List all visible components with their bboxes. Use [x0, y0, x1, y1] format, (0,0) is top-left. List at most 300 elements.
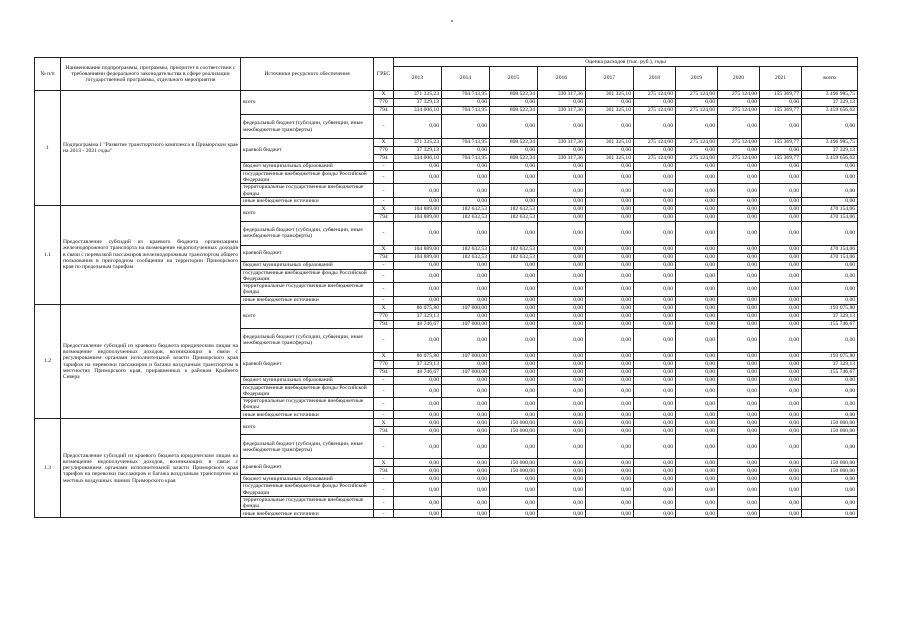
- year-value: 0,00: [634, 320, 676, 328]
- year-value: 0,00: [538, 261, 586, 269]
- table-header: [35, 58, 858, 91]
- total-value: 470 154,06: [802, 245, 858, 253]
- year-value: 0,00: [718, 253, 760, 261]
- year-value: 0,00: [718, 296, 760, 304]
- grbs-code: X: [374, 419, 394, 427]
- year-value: 0,00: [442, 475, 490, 483]
- total-value: 3 496 985,75: [802, 139, 858, 147]
- year-value: 0,00: [586, 427, 634, 435]
- year-value: 0,00: [760, 427, 802, 435]
- year-value: 0,00: [538, 427, 586, 435]
- year-value: 0,00: [760, 213, 802, 221]
- year-value: 0,00: [442, 163, 490, 171]
- year-value: 0,00: [676, 435, 718, 459]
- year-value: 0,00: [676, 205, 718, 213]
- total-value: 0,00: [802, 510, 858, 518]
- year-value: 0,00: [676, 184, 718, 197]
- year-value: 0,00: [718, 269, 760, 282]
- year-value: 0,00: [538, 320, 586, 328]
- year-value: 104 889,00: [394, 245, 442, 253]
- source-other: иные внебюджетные источники: [241, 296, 374, 304]
- measure-name: Предоставление субсидий из краевого бюджета организациям железнодорожного транспорта на возмещение недополученных доходов в связи с перевозкой пассажиров железнодорожным транспортом общего пользования в пригородном сообщении на территории Приморского края по предельным тарифам: [61, 205, 241, 304]
- year-value: 0,00: [394, 427, 442, 435]
- year-value: 0,00: [490, 328, 538, 352]
- source-state-funds: государственные внебюджетные фонды Российской Федерации: [241, 269, 374, 282]
- source-regional: краевой бюджет: [241, 459, 374, 475]
- year-value: 334 006,10: [394, 107, 442, 115]
- year-value: 0,00: [538, 419, 586, 427]
- year-value: 0,00: [760, 384, 802, 397]
- year-value: 0,00: [394, 411, 442, 419]
- year-value: 107 000,00: [442, 304, 490, 312]
- year-value: 371 335,23: [394, 139, 442, 147]
- year-value: 0,00: [586, 115, 634, 139]
- year-value: 0,00: [634, 213, 676, 221]
- total-value: 0,00: [802, 483, 858, 496]
- year-value: 275 124,00: [718, 139, 760, 147]
- year-value: 0,00: [634, 496, 676, 509]
- year-value: 0,00: [718, 360, 760, 368]
- grbs-code: X: [374, 304, 394, 312]
- year-value: 0,00: [634, 296, 676, 304]
- year-value: 0,00: [490, 510, 538, 518]
- year-value: 0,00: [538, 163, 586, 171]
- grbs-code: X: [374, 459, 394, 467]
- year-value: 0,00: [760, 368, 802, 376]
- year-value: 0,00: [676, 163, 718, 171]
- year-value: 0,00: [676, 171, 718, 184]
- year-value: 0,00: [538, 171, 586, 184]
- year-value: 0,00: [718, 352, 760, 360]
- year-value: 0,00: [586, 352, 634, 360]
- year-value: 0,00: [442, 384, 490, 397]
- year-value: 0,00: [394, 475, 442, 483]
- source-total: всего: [241, 91, 374, 115]
- source-territorial: территориальные государственные внебюджетные фонды: [241, 184, 374, 197]
- source-regional: краевой бюджет: [241, 139, 374, 163]
- year-value: 0,00: [676, 384, 718, 397]
- year-value: 330 317,36: [538, 155, 586, 163]
- year-value: 182 632,53: [490, 245, 538, 253]
- year-value: 0,00: [760, 459, 802, 467]
- year-value: 0,00: [586, 459, 634, 467]
- year-value: 0,00: [538, 269, 586, 282]
- year-value: 0,00: [586, 261, 634, 269]
- year-value: 0,00: [634, 384, 676, 397]
- year-value: 0,00: [718, 384, 760, 397]
- year-value: 0,00: [676, 411, 718, 419]
- year-value: 0,00: [538, 459, 586, 467]
- year-value: 0,00: [538, 99, 586, 107]
- grbs-code: -: [374, 376, 394, 384]
- grbs-code: X: [374, 91, 394, 99]
- year-value: 0,00: [760, 475, 802, 483]
- total-value: 193 075,80: [802, 304, 858, 312]
- source-other: иные внебюджетные источники: [241, 197, 374, 205]
- year-value: 0,00: [718, 435, 760, 459]
- source-municipal: бюджет муниципальных образований: [241, 261, 374, 269]
- year-value: 0,00: [718, 368, 760, 376]
- year-value: 0,00: [760, 419, 802, 427]
- year-value: 275 124,00: [676, 107, 718, 115]
- grbs-code: -: [374, 483, 394, 496]
- year-value: 0,00: [394, 328, 442, 352]
- year-value: 0,00: [490, 368, 538, 376]
- year-value: 0,00: [394, 376, 442, 384]
- year-value: 182 632,53: [442, 253, 490, 261]
- year-value: 0,00: [676, 496, 718, 509]
- year-value: 0,00: [760, 312, 802, 320]
- year-value: 0,00: [586, 398, 634, 411]
- year-value: 301 325,10: [586, 139, 634, 147]
- year-value: 0,00: [394, 163, 442, 171]
- year-value: 0,00: [538, 475, 586, 483]
- year-value: 0,00: [676, 99, 718, 107]
- year-value: 0,00: [394, 269, 442, 282]
- grbs-code: -: [374, 475, 394, 483]
- year-value: 182 632,53: [442, 205, 490, 213]
- year-value: 0,00: [718, 320, 760, 328]
- year-value: 104 889,00: [394, 205, 442, 213]
- year-value: 0,00: [718, 283, 760, 296]
- total-value: 150 000,00: [802, 419, 858, 427]
- year-value: 0,00: [718, 99, 760, 107]
- year-value: 0,00: [394, 510, 442, 518]
- year-value: 0,00: [586, 328, 634, 352]
- row-number: 1.2: [35, 304, 61, 419]
- source-municipal: бюджет муниципальных образований: [241, 475, 374, 483]
- year-value: 0,00: [538, 360, 586, 368]
- header-year: 2015: [490, 67, 538, 91]
- year-value: 0,00: [394, 419, 442, 427]
- total-value: 155 746,67: [802, 320, 858, 328]
- grbs-code: -: [374, 296, 394, 304]
- year-value: 0,00: [718, 467, 760, 475]
- year-value: 0,00: [634, 283, 676, 296]
- grbs-code: 794: [374, 467, 394, 475]
- year-value: 0,00: [538, 213, 586, 221]
- year-value: 0,00: [718, 261, 760, 269]
- year-value: 275 124,00: [634, 139, 676, 147]
- year-value: 0,00: [490, 221, 538, 245]
- grbs-code: X: [374, 352, 394, 360]
- total-value: 150 000,00: [802, 427, 858, 435]
- year-value: 371 335,23: [394, 91, 442, 99]
- year-value: 0,00: [634, 245, 676, 253]
- year-value: 0,00: [634, 427, 676, 435]
- year-value: 155 369,77: [760, 107, 802, 115]
- year-value: 0,00: [760, 467, 802, 475]
- year-value: 37 329,13: [394, 99, 442, 107]
- total-value: 0,00: [802, 197, 858, 205]
- year-value: 0,00: [760, 510, 802, 518]
- total-value: 0,00: [802, 496, 858, 509]
- year-value: 0,00: [634, 510, 676, 518]
- year-value: 0,00: [718, 483, 760, 496]
- year-value: 0,00: [634, 261, 676, 269]
- year-value: 0,00: [760, 376, 802, 384]
- total-value: 3 459 656,62: [802, 155, 858, 163]
- grbs-code: X: [374, 205, 394, 213]
- grbs-code: -: [374, 411, 394, 419]
- scan-speck: [451, 20, 453, 22]
- table-row: [35, 304, 858, 312]
- year-value: 0,00: [490, 147, 538, 155]
- total-value: 37 329,13: [802, 147, 858, 155]
- year-value: 0,00: [538, 253, 586, 261]
- source-total: всего: [241, 419, 374, 435]
- year-value: 0,00: [760, 283, 802, 296]
- source-total: всего: [241, 304, 374, 328]
- year-value: 275 124,00: [676, 139, 718, 147]
- year-value: 0,00: [760, 352, 802, 360]
- year-value: 104 889,00: [394, 253, 442, 261]
- year-value: 0,00: [760, 184, 802, 197]
- year-value: 0,00: [586, 384, 634, 397]
- year-value: 182 632,53: [490, 213, 538, 221]
- year-value: 0,00: [586, 419, 634, 427]
- grbs-code: -: [374, 510, 394, 518]
- year-value: 0,00: [490, 384, 538, 397]
- year-value: 86 075,80: [394, 352, 442, 360]
- year-value: 0,00: [490, 411, 538, 419]
- grbs-code: X: [374, 245, 394, 253]
- year-value: 0,00: [538, 435, 586, 459]
- table-body: [35, 91, 858, 518]
- year-value: 275 124,00: [676, 91, 718, 99]
- year-value: 0,00: [634, 147, 676, 155]
- total-value: 0,00: [802, 296, 858, 304]
- year-value: 0,00: [760, 261, 802, 269]
- year-value: 0,00: [634, 398, 676, 411]
- total-value: 0,00: [802, 184, 858, 197]
- year-value: 0,00: [760, 171, 802, 184]
- year-value: 0,00: [760, 296, 802, 304]
- grbs-code: 794: [374, 427, 394, 435]
- year-value: 0,00: [442, 376, 490, 384]
- year-value: 37 329,13: [394, 360, 442, 368]
- source-state-funds: государственные внебюджетные фонды Российской Федерации: [241, 384, 374, 397]
- grbs-code: 770: [374, 312, 394, 320]
- year-value: 0,00: [760, 320, 802, 328]
- year-value: 0,00: [586, 253, 634, 261]
- total-value: 0,00: [802, 328, 858, 352]
- year-value: 275 124,00: [634, 107, 676, 115]
- total-value: 150 000,00: [802, 459, 858, 467]
- year-value: 0,00: [490, 304, 538, 312]
- grbs-code: 794: [374, 155, 394, 163]
- year-value: 0,00: [490, 398, 538, 411]
- year-value: 0,00: [394, 171, 442, 184]
- year-value: 0,00: [394, 496, 442, 509]
- year-value: 0,00: [394, 467, 442, 475]
- year-value: 0,00: [442, 467, 490, 475]
- year-value: 0,00: [676, 398, 718, 411]
- year-value: 0,00: [634, 184, 676, 197]
- year-value: 704 743,95: [442, 107, 490, 115]
- year-value: 0,00: [586, 483, 634, 496]
- total-value: 0,00: [802, 475, 858, 483]
- year-value: 0,00: [676, 147, 718, 155]
- year-value: 0,00: [760, 115, 802, 139]
- year-value: 0,00: [442, 427, 490, 435]
- year-value: 0,00: [676, 467, 718, 475]
- year-value: 0,00: [634, 376, 676, 384]
- measure-name: Подпрограмма I "Развитие транспортного комплекса в Приморском крае на 2013 - 2021 годы": [61, 91, 241, 206]
- grbs-code: -: [374, 384, 394, 397]
- grbs-code: 794: [374, 368, 394, 376]
- year-value: 0,00: [676, 510, 718, 518]
- year-value: 0,00: [676, 352, 718, 360]
- grbs-code: -: [374, 221, 394, 245]
- year-value: 0,00: [490, 261, 538, 269]
- source-regional: краевой бюджет: [241, 245, 374, 261]
- year-value: 0,00: [676, 213, 718, 221]
- year-value: 0,00: [634, 328, 676, 352]
- row-number: 1.3: [35, 419, 61, 518]
- year-value: 0,00: [676, 419, 718, 427]
- year-value: 0,00: [538, 467, 586, 475]
- year-value: 0,00: [760, 221, 802, 245]
- header-estimate: Оценка расходов (тыс. руб.), годы: [394, 58, 858, 67]
- year-value: 0,00: [634, 253, 676, 261]
- year-value: 0,00: [676, 197, 718, 205]
- year-value: 0,00: [718, 171, 760, 184]
- measure-name: Предоставление субсидий из краевого бюджета юридическим лицам на возмещение недополученных доходов, возникающих в связи с регулированием органами исполнительной власти Приморского края тарифов на перевозки пассажиров и багажа воздушным транспортом в местностях Приморского края, приравненных к районам Крайнего Севера: [61, 304, 241, 419]
- grbs-code: 794: [374, 213, 394, 221]
- year-value: 0,00: [490, 312, 538, 320]
- year-value: 0,00: [586, 368, 634, 376]
- year-value: 0,00: [676, 269, 718, 282]
- year-value: 0,00: [490, 320, 538, 328]
- year-value: 0,00: [718, 459, 760, 467]
- year-value: 0,00: [442, 483, 490, 496]
- year-value: 0,00: [676, 245, 718, 253]
- grbs-code: -: [374, 398, 394, 411]
- year-value: 0,00: [490, 163, 538, 171]
- year-value: 0,00: [586, 510, 634, 518]
- year-value: 0,00: [760, 99, 802, 107]
- year-value: 0,00: [718, 496, 760, 509]
- year-value: 0,00: [490, 115, 538, 139]
- year-value: 0,00: [634, 352, 676, 360]
- year-value: 0,00: [760, 411, 802, 419]
- year-value: 0,00: [760, 360, 802, 368]
- year-value: 704 743,95: [442, 139, 490, 147]
- year-value: 808 522,34: [490, 91, 538, 99]
- year-value: 0,00: [634, 312, 676, 320]
- year-value: 0,00: [760, 163, 802, 171]
- year-value: 0,00: [634, 459, 676, 467]
- year-value: 0,00: [586, 312, 634, 320]
- year-value: 48 746,67: [394, 368, 442, 376]
- table-row: [35, 91, 858, 99]
- year-value: 0,00: [634, 304, 676, 312]
- header-source: Источники ресурсного обеспечения: [241, 58, 374, 91]
- year-value: 0,00: [442, 419, 490, 427]
- year-value: 0,00: [676, 376, 718, 384]
- row-number: 1: [35, 91, 61, 206]
- year-value: 0,00: [442, 459, 490, 467]
- total-value: 0,00: [802, 221, 858, 245]
- total-value: 470 154,06: [802, 253, 858, 261]
- year-value: 0,00: [634, 483, 676, 496]
- year-value: 704 743,95: [442, 91, 490, 99]
- source-federal: федеральный бюджет (субсидии, субвенции, иные межбюджетные трансферты): [241, 328, 374, 352]
- year-value: 0,00: [442, 99, 490, 107]
- year-value: 0,00: [490, 269, 538, 282]
- year-value: 0,00: [634, 360, 676, 368]
- year-value: 104 889,00: [394, 213, 442, 221]
- year-value: 0,00: [394, 459, 442, 467]
- year-value: 0,00: [634, 269, 676, 282]
- header-year: 2013: [394, 67, 442, 91]
- year-value: 808 522,34: [490, 107, 538, 115]
- year-value: 0,00: [760, 147, 802, 155]
- year-value: 0,00: [586, 475, 634, 483]
- year-value: 0,00: [760, 496, 802, 509]
- year-value: 0,00: [538, 352, 586, 360]
- year-value: 0,00: [442, 328, 490, 352]
- year-value: 0,00: [538, 296, 586, 304]
- budget-table: [34, 57, 858, 518]
- year-value: 0,00: [538, 221, 586, 245]
- year-value: 0,00: [490, 376, 538, 384]
- year-value: 0,00: [538, 384, 586, 397]
- year-value: 0,00: [442, 197, 490, 205]
- year-value: 0,00: [442, 435, 490, 459]
- year-value: 0,00: [442, 283, 490, 296]
- year-value: 0,00: [586, 197, 634, 205]
- year-value: 0,00: [634, 435, 676, 459]
- year-value: 0,00: [676, 360, 718, 368]
- year-value: 182 632,53: [442, 213, 490, 221]
- grbs-code: -: [374, 435, 394, 459]
- year-value: 0,00: [586, 205, 634, 213]
- year-value: 275 124,00: [634, 155, 676, 163]
- year-value: 0,00: [394, 296, 442, 304]
- year-value: 0,00: [538, 283, 586, 296]
- year-value: 0,00: [676, 261, 718, 269]
- total-value: 470 154,06: [802, 213, 858, 221]
- year-value: 0,00: [394, 197, 442, 205]
- year-value: 0,00: [718, 205, 760, 213]
- year-value: 0,00: [676, 483, 718, 496]
- grbs-code: 794: [374, 253, 394, 261]
- year-value: 330 317,36: [538, 107, 586, 115]
- grbs-code: -: [374, 269, 394, 282]
- grbs-code: 794: [374, 320, 394, 328]
- year-value: 0,00: [718, 475, 760, 483]
- year-value: 0,00: [586, 467, 634, 475]
- grbs-code: -: [374, 197, 394, 205]
- year-value: 0,00: [760, 197, 802, 205]
- year-value: 0,00: [634, 368, 676, 376]
- header-year: 2016: [538, 67, 586, 91]
- year-value: 0,00: [718, 411, 760, 419]
- year-value: 0,00: [394, 283, 442, 296]
- year-value: 0,00: [586, 245, 634, 253]
- year-value: 0,00: [586, 435, 634, 459]
- year-value: 0,00: [538, 312, 586, 320]
- year-value: 0,00: [634, 221, 676, 245]
- total-value: 0,00: [802, 115, 858, 139]
- year-value: 301 325,10: [586, 155, 634, 163]
- year-value: 0,00: [442, 496, 490, 509]
- year-value: 0,00: [718, 398, 760, 411]
- year-value: 0,00: [442, 510, 490, 518]
- year-value: 0,00: [760, 304, 802, 312]
